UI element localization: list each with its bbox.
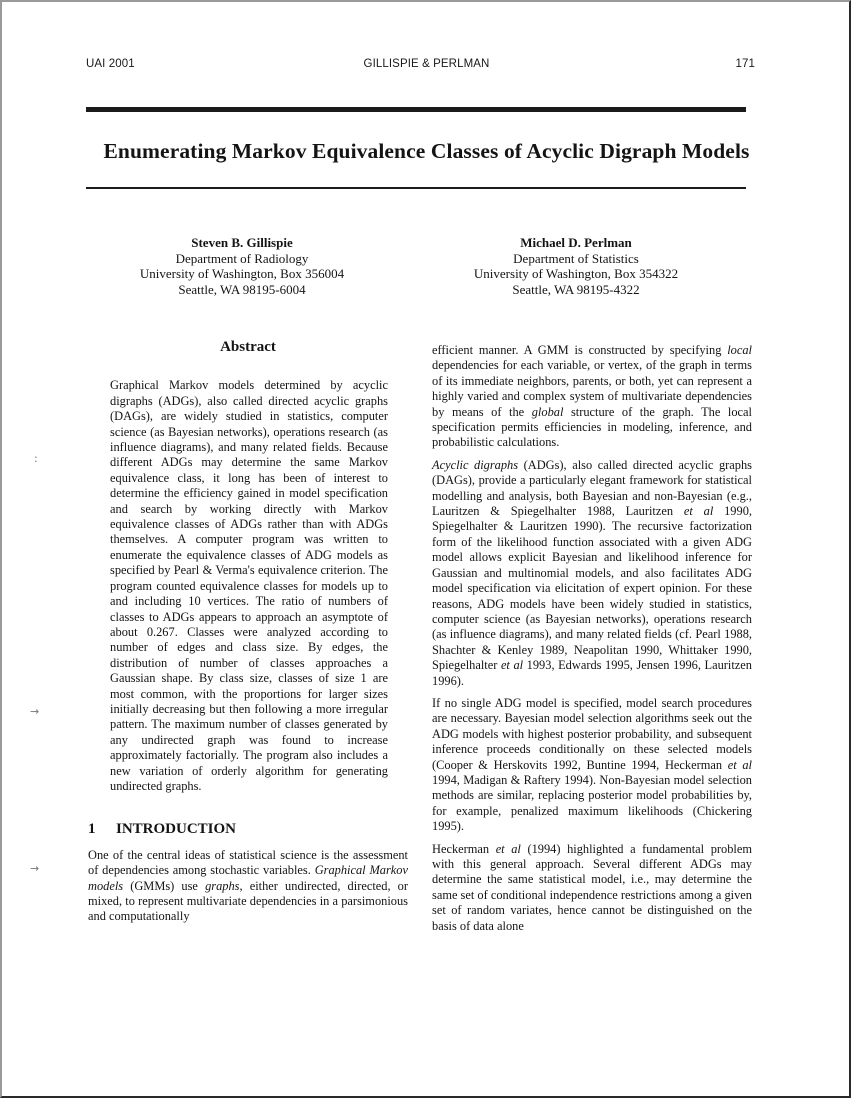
margin-mark: : xyxy=(34,452,38,465)
text-run: If no single ADG model is specified, model search procedures are necessary. Bayesian model selection algorithms seek out the ADG models with highest posterior probability, and subsequent inference proceeds conditionally on these selected models (Cooper & Herskovits 1992, Buntine 1994, Heckerman xyxy=(432,695,752,772)
author-block-1 xyxy=(112,235,372,297)
text-run: (GMMs) use xyxy=(123,878,206,893)
section-heading-introduction xyxy=(88,822,408,837)
author-name: Michael D. Perlman xyxy=(520,235,632,250)
text-run: (1994) highlighted a fundamental problem with this general approach. Several different ADGs may determine the same statistical model, i.e., may determine the same set of conditional independence restrictions among a given set of random variates, hence cannot be distinguished on the basis of data alone xyxy=(432,841,752,933)
italic-term: graphs xyxy=(205,878,240,893)
italic-term: Graphical Markov models xyxy=(88,863,408,893)
left-column xyxy=(88,340,408,932)
italic-term: global xyxy=(531,404,564,419)
italic-term: et al xyxy=(500,658,524,673)
italic-term: Acyclic digraphs xyxy=(432,457,519,472)
abstract-text: Graphical Markov models determined by acyclic digraphs (ADGs), also called directed acyclic graphs (DAGs), are widely studied in statistics, computer science (as Bayesian networks), operations research (as influence diagrams), and many related fields. Because different ADGs may determine the same Markov equivalence class, it long has been of interest to determine the efficiency gained in model specification and search by working directly with Markov equivalence classes of ADGs rather than with ADGs themselves. A computer program was written to enumerate the equivalence classes of ADG models as specified by Pearl & Verma's equivalence criterion. The program counted equivalence classes for models up to and including 10 vertices. The ratio of numbers of classes to ADGs appears to approach an asymptote of about 0.267. Classes were analyzed according to number of edges and class size. By edges, the distribution of number of classes approaches a Gaussian shape. By class size, classes of size 1 are most common, with the proportions for larger sizes initially decreasing but then following a more irregular pattern. The maximum number of classes generated by any undirected graph was found to increase approximately factorially. The program also includes a new variation of orderly algorithm for generating undirected graphs. xyxy=(110,378,388,793)
italic-term: local xyxy=(727,343,752,357)
author-department: Department of Statistics xyxy=(513,250,639,266)
margin-mark: → xyxy=(30,705,40,718)
text-run: 1994, Madigan & Raftery 1994). Non-Bayesian model selection methods are similar, replacing posterior model probabilities by, for example, penalized maximum likelihoods (Chickering 1995). xyxy=(432,772,752,834)
running-head-venue: UAI 2001 xyxy=(86,58,135,70)
text-run: Heckerman xyxy=(432,841,496,856)
intro-paragraph-3 xyxy=(432,696,752,835)
text-run: 1990, Spiegelhalter & Lauritzen 1990). The recursive factorization form of the likelihood function associated with a given ADG model allows explicit Bayesian and likelihood inference for Gaussian and multinomial models, and also facilitates ADG model specification via elicitation of expert opinion. For these reasons, ADG models have been widely studied in statistics, computer science (as Bayesian networks), operations research (as influence diagrams), and many related fields (cf. Pearl 1988, Shachter & Kenley 1989, Neapolitan 1990, Whittaker 1990, Spiegelhalter xyxy=(432,504,752,673)
intro-paragraph-1-continued xyxy=(432,343,752,451)
text-run: efficient manner. A GMM is constructed by specifying xyxy=(432,343,728,357)
author-department: Department of Radiology xyxy=(175,250,309,266)
text-run: 1993, Edwards 1995, Jensen 1996, Lauritzen 1996). xyxy=(432,658,752,688)
italic-term: et al xyxy=(727,757,752,772)
text-run: , either undirected, directed, or mixed, to represent multivariate dependencies in a parsimonious and computationally xyxy=(88,878,409,924)
text-run: (ADGs), also called directed acyclic graphs (DAGs), provide a particularly elegant framework for statistical modelling and analysis, both Bayesian and non-Bayesian (e.g., Lauritzen & Spiegelhalter 1988, Lauritzen xyxy=(432,457,752,519)
title-rule-top xyxy=(86,107,746,112)
text-run: structure of the graph. The local specification permits efficiencies in modeling, inference, and probabilistic calculations. xyxy=(432,404,752,450)
section-title: INTRODUCTION xyxy=(116,821,237,838)
text-run: One of the central ideas of statistical science is the assessment of dependencies among stochastic variables. xyxy=(88,847,408,878)
section-number: 1 xyxy=(88,821,96,838)
abstract-heading: Abstract xyxy=(220,339,276,355)
paper-title: Enumerating Markov Equivalence Classes of Acyclic Digraph Models xyxy=(103,139,750,163)
intro-paragraph-2 xyxy=(432,458,752,689)
author-city: Seattle, WA 98195-6004 xyxy=(178,281,306,297)
title-rule-bottom xyxy=(86,187,746,189)
author-block-2 xyxy=(446,235,706,297)
margin-mark: → xyxy=(30,862,40,875)
italic-term: et al xyxy=(683,504,714,519)
intro-paragraph-1 xyxy=(88,848,408,925)
author-name: Steven B. Gillispie xyxy=(191,235,293,250)
intro-paragraph-4 xyxy=(432,842,752,934)
italic-term: et al xyxy=(495,841,521,856)
page-number: 171 xyxy=(735,58,755,70)
author-university: University of Washington, Box 356004 xyxy=(139,266,345,281)
author-university: University of Washington, Box 354322 xyxy=(473,266,679,281)
right-column xyxy=(432,343,752,941)
text-run: dependencies for each variable, or vertex, of the graph in terms of its immediate neighbors, parents, or both, yet can represent a highly varied and complex system of multivariate dependencies by means of the xyxy=(432,358,752,419)
author-city: Seattle, WA 98195-4322 xyxy=(512,281,640,297)
running-head-authors: GILLISPIE & PERLMAN xyxy=(363,58,490,70)
